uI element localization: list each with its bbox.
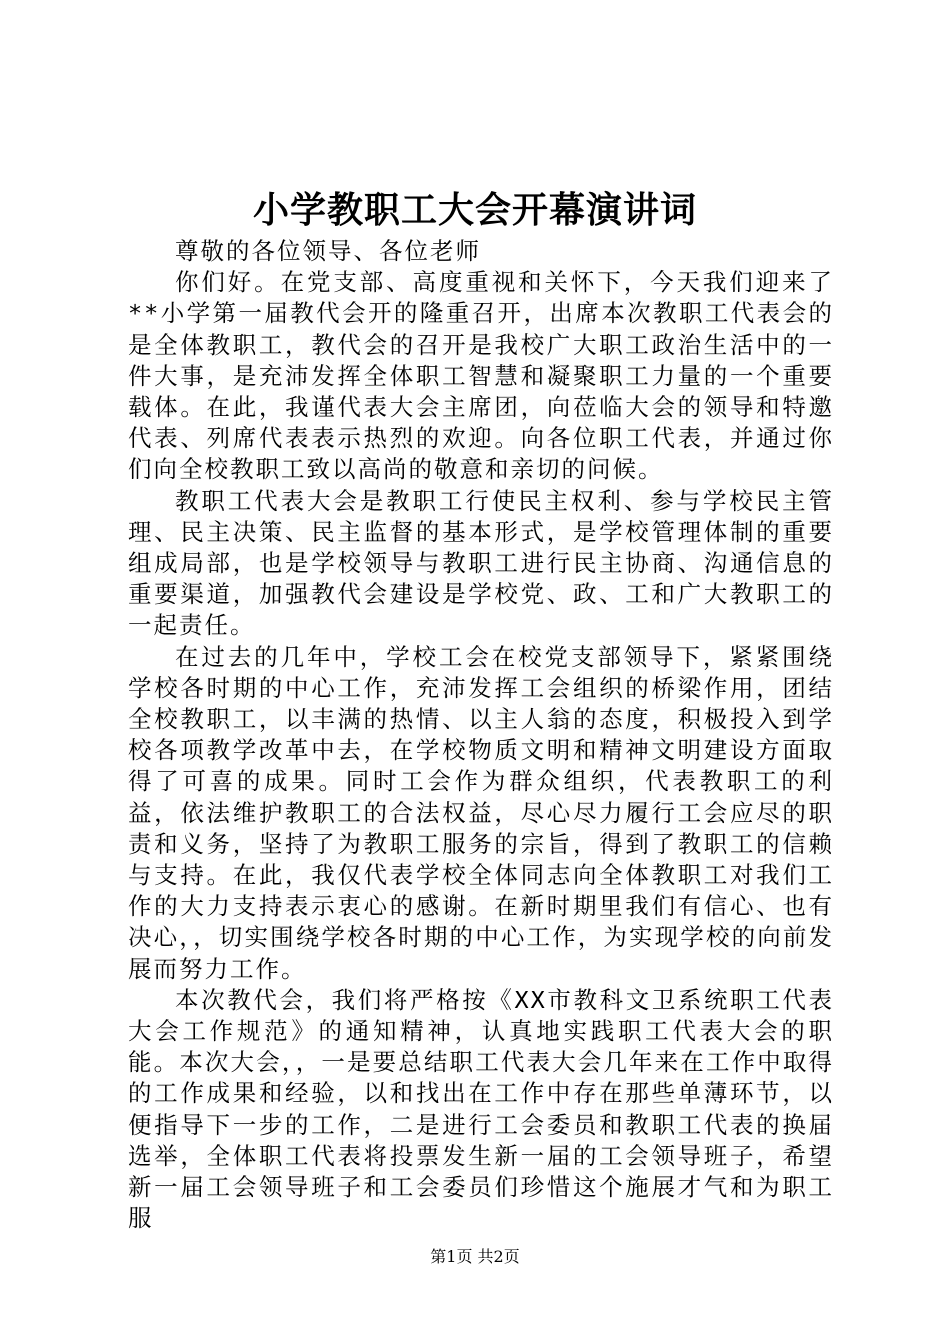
paragraph: 本次教代会，我们将严格按《XX市教科文卫系统职工代表大会工作规范》的通知精神，认真地实践职工代表大会的职能。本次大会，，一是要总结职工代表大会几年来在工作中取得的工作成果和经验，以和找出在工作中存在那些单薄环节，以便指导下一步的工作，二是进行工会委员和教职工代表的换届选举，全体职工代表将投票发生新一届的工会领导班子，希望新一届工会领导班子和工会委员们珍惜这个施展才气和为职工服 [128,985,834,1233]
paragraph: 你们好。在党支部、高度重视和关怀下，今天我们迎来了**小学第一届教代会开的隆重召开，出席本次教职工代表会的是全体教职工，教代会的召开是我校广大职工政治生活中的一件大事，是充沛发挥全体职工智慧和凝聚职工力量的一个重要载体。在此，我谨代表大会主席团，向莅临大会的领导和特邀代表、列席代表表示热烈的欢迎。向各位职工代表，并通过你们向全校教职工致以高尚的敬意和亲切的问候。 [128,268,834,484]
salutation: 尊敬的各位领导、各位老师 [175,237,481,265]
page-number-footer: 第1页 共2页 [430,1247,520,1266]
document-title: 小学教职工大会开幕演讲词 [252,189,697,231]
document-body [128,236,834,1235]
paragraph: 教职工代表大会是教职工行使民主权利、参与学校民主管理、民主决策、民主监督的基本形式，是学校管理体制的重要组成局部，也是学校领导与教职工进行民主协商、沟通信息的重要渠道，加强教代会建设是学校党、政、工和广大教职工的一起责任。 [128,486,834,640]
paragraph: 在过去的几年中，学校工会在校党支部领导下，紧紧围绕学校各时期的中心工作，充沛发挥工会组织的桥梁作用，团结全校教职工，以丰满的热情、以主人翁的态度，积极投入到学校各项教学改革中去，在学校物质文明和精神文明建设方面取得了可喜的成果。同时工会作为群众组织，代表教职工的利益，依法维护教职工的合法权益，尽心尽力履行工会应尽的职责和义务，坚持了为教职工服务的宗旨，得到了教职工的信赖与支持。在此，我仅代表学校全体同志向全体教职工对我们工作的大力支持表示衷心的感谢。在新时期里我们有信心、也有决心，，切实围绕学校各时期的中心工作，为实现学校的向前发展而努力工作。 [128,642,834,983]
